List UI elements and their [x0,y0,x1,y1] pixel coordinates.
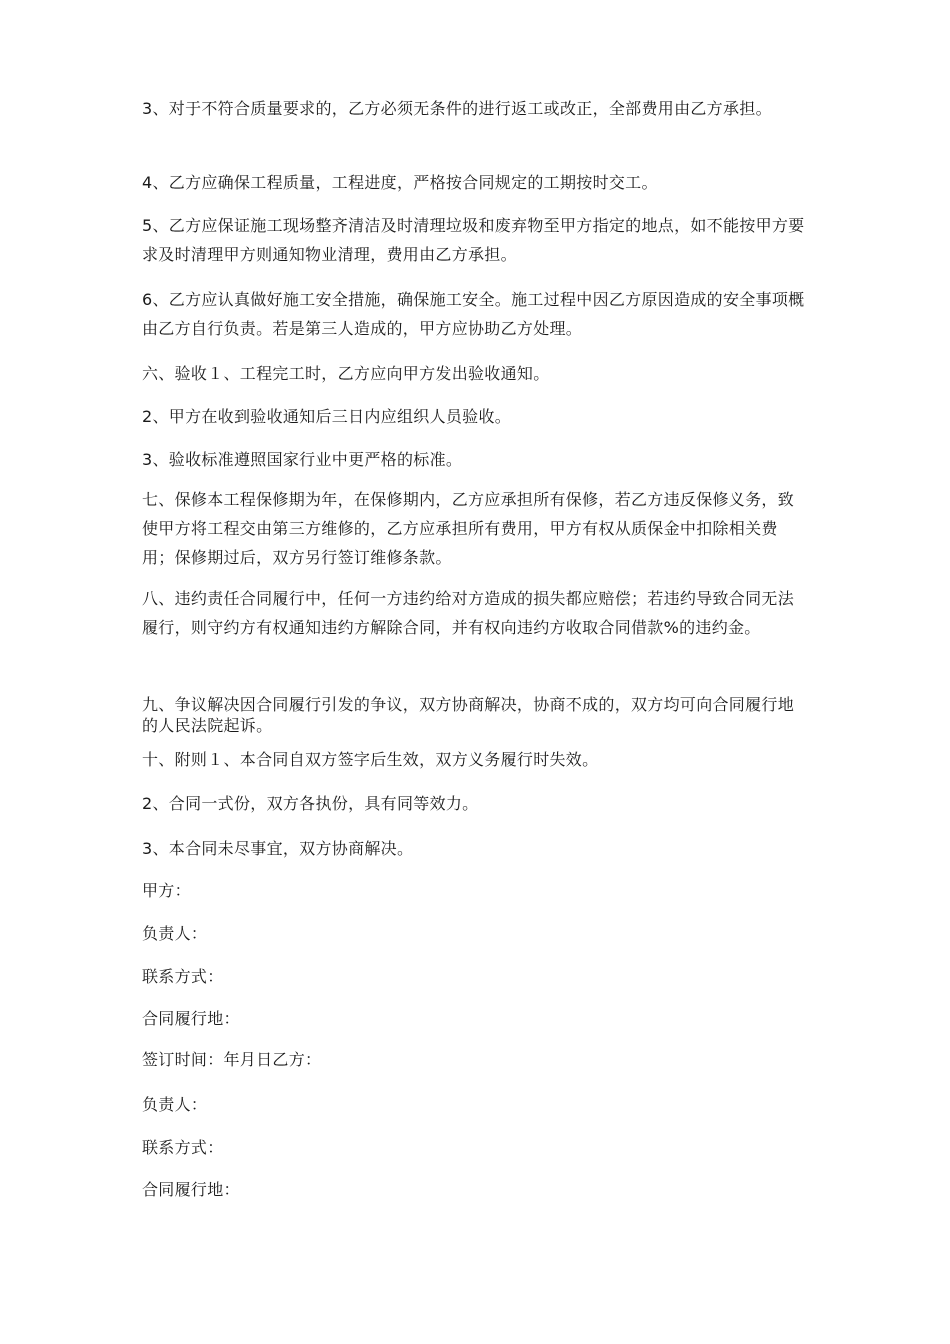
clause-6-acceptance: 六、验收１、工程完工时，乙方应向甲方发出验收通知。 [142,364,550,383]
clause-9-dispute: 九、争议解决因合同履行引发的争议，双方协商解决，协商不成的，双方均可向合同履行地的人民法院起诉。 [142,695,795,735]
party-b-responsible: 负责人： [142,1095,208,1114]
clause-10-3: 3、本合同未尽事宜，双方协商解决。 [142,839,414,858]
clause-8-liability: 八、违约责任合同履行中，任何一方违约给对方造成的损失都应赔偿；若违约导致合同无法履行，则守约方有权通知违约方解除合同，并有权向违约方收取合同借款%的违约金。 [142,589,795,637]
clause-6-3: 3、验收标准遵照国家行业中更严格的标准。 [142,450,463,469]
clause-7-warranty: 七、保修本工程保修期为年，在保修期内，乙方应承担所有保修，若乙方违反保修义务，致使甲方将工程交由第三方维修的，乙方应承担所有费用，甲方有权从质保金中扣除相关费用；保修期过后，双方另行签订维修条款。 [142,490,795,567]
clause-10-general: 十、附则１、本合同自双方签字后生效，双方义务履行时失效。 [142,750,599,769]
party-b-place: 合同履行地： [142,1180,240,1199]
clause-5-5: 5、乙方应保证施工现场整齐清洁及时清理垃圾和废弃物至甲方指定的地点，如不能按甲方要求及时清理甲方则通知物业清理，费用由乙方承担。 [142,216,805,264]
clause-5-6: 6、乙方应认真做好施工安全措施，确保施工安全。施工过程中因乙方原因造成的安全事项概由乙方自行负责。若是第三人造成的，甲方应协助乙方处理。 [142,290,805,338]
party-a-place: 合同履行地： [142,1009,240,1028]
clause-10-2: 2、合同一式份，双方各执份，具有同等效力。 [142,794,479,813]
party-a-contact: 联系方式： [142,967,224,986]
clause-5-3: 3、对于不符合质量要求的，乙方必须无条件的进行返工或改正，全部费用由乙方承担。 [142,99,772,118]
clause-6-2: 2、甲方在收到验收通知后三日内应组织人员验收。 [142,407,512,426]
sign-date-party-b: 签订时间：年月日乙方： [142,1050,322,1069]
party-a-responsible: 负责人： [142,924,208,943]
party-a-label: 甲方： [142,881,191,900]
party-b-contact: 联系方式： [142,1138,224,1157]
clause-5-4: 4、乙方应确保工程质量，工程进度，严格按合同规定的工期按时交工。 [142,173,658,192]
